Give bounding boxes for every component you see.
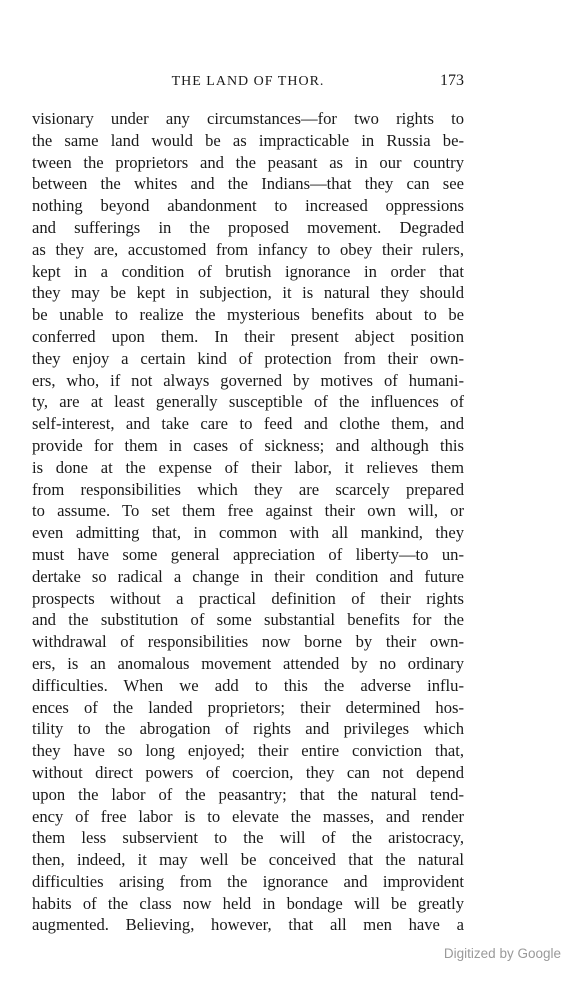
- text-line: between the whites and the Indians—that they can see: [32, 174, 464, 194]
- text-line: ty, are at least generally susceptible of the influences of: [32, 392, 464, 412]
- text-line: even admitting that, in common with all mankind, they: [32, 523, 464, 543]
- page-header: [32, 74, 464, 96]
- text-line: habits of the class now held in bondage will be greatly: [32, 893, 464, 913]
- text-line: from responsibilities which they are scarcely prepared: [32, 479, 464, 499]
- text-line: as they are, accustomed from infancy to obey their rulers,: [32, 239, 464, 259]
- text-line: self-interest, and take care to feed and clothe them, and: [32, 414, 464, 434]
- page-number: 173: [440, 72, 464, 89]
- text-line: be unable to realize the mysterious benefits about to be: [32, 305, 464, 325]
- text-line: the same land would be as impracticable in Russia be-: [32, 130, 464, 150]
- text-line: upon the labor of the peasantry; that the natural tend-: [32, 784, 464, 804]
- text-line: must have some general appreciation of liberty—to un-: [32, 544, 464, 564]
- text-line: tween the proprietors and the peasant as in our country: [32, 152, 464, 172]
- text-line: ers, who, if not always governed by motives of humani-: [32, 370, 464, 390]
- text-line: prospects without a practical definition of their rights: [32, 588, 464, 608]
- text-line: they may be kept in subjection, it is natural they should: [32, 283, 464, 303]
- text-line: visionary under any circumstances—for two rights to: [32, 109, 464, 128]
- text-line: nothing beyond abandonment to increased oppressions: [32, 196, 464, 216]
- text-line: is done at the expense of their labor, it relieves them: [32, 457, 464, 477]
- text-line: to assume. To set them free against their own will, or: [32, 501, 464, 521]
- text-line: difficulties arising from the ignorance and improvident: [32, 871, 464, 891]
- digitization-watermark: Digitized by Google: [443, 946, 561, 961]
- text-line: they enjoy a certain kind of protection from their own-: [32, 348, 464, 368]
- text-line: difficulties. When we add to this the adverse influ-: [32, 675, 464, 695]
- text-line: them less subservient to the will of the aristocracy,: [32, 828, 464, 848]
- text-line: without direct powers of coercion, they can not depend: [32, 762, 464, 782]
- text-line: and the substitution of some substantial benefits for the: [32, 610, 464, 630]
- body-text: [32, 108, 464, 936]
- text-line: ences of the landed proprietors; their determined hos-: [32, 697, 464, 717]
- text-line: provide for them in cases of sickness; and although this: [32, 435, 464, 455]
- running-head: THE LAND OF THOR.: [171, 74, 325, 89]
- text-line: tility to the abrogation of rights and privileges which: [32, 719, 464, 739]
- text-line: they have so long enjoyed; their entire conviction that,: [32, 741, 464, 761]
- text-line: then, indeed, it may well be conceived that the natural: [32, 850, 464, 870]
- text-line: conferred upon them. In their present abject position: [32, 326, 464, 346]
- text-line: withdrawal of responsibilities now borne by their own-: [32, 632, 464, 652]
- text-line: kept in a condition of brutish ignorance in order that: [32, 261, 464, 281]
- text-line: augmented. Believing, however, that all men have a: [32, 915, 464, 935]
- text-line: dertake so radical a change in their condition and future: [32, 566, 464, 586]
- text-line: and sufferings in the proposed movement. Degraded: [32, 217, 464, 237]
- text-line: ers, is an anomalous movement attended by no ordinary: [32, 653, 464, 673]
- text-line: ency of free labor is to elevate the masses, and render: [32, 806, 464, 826]
